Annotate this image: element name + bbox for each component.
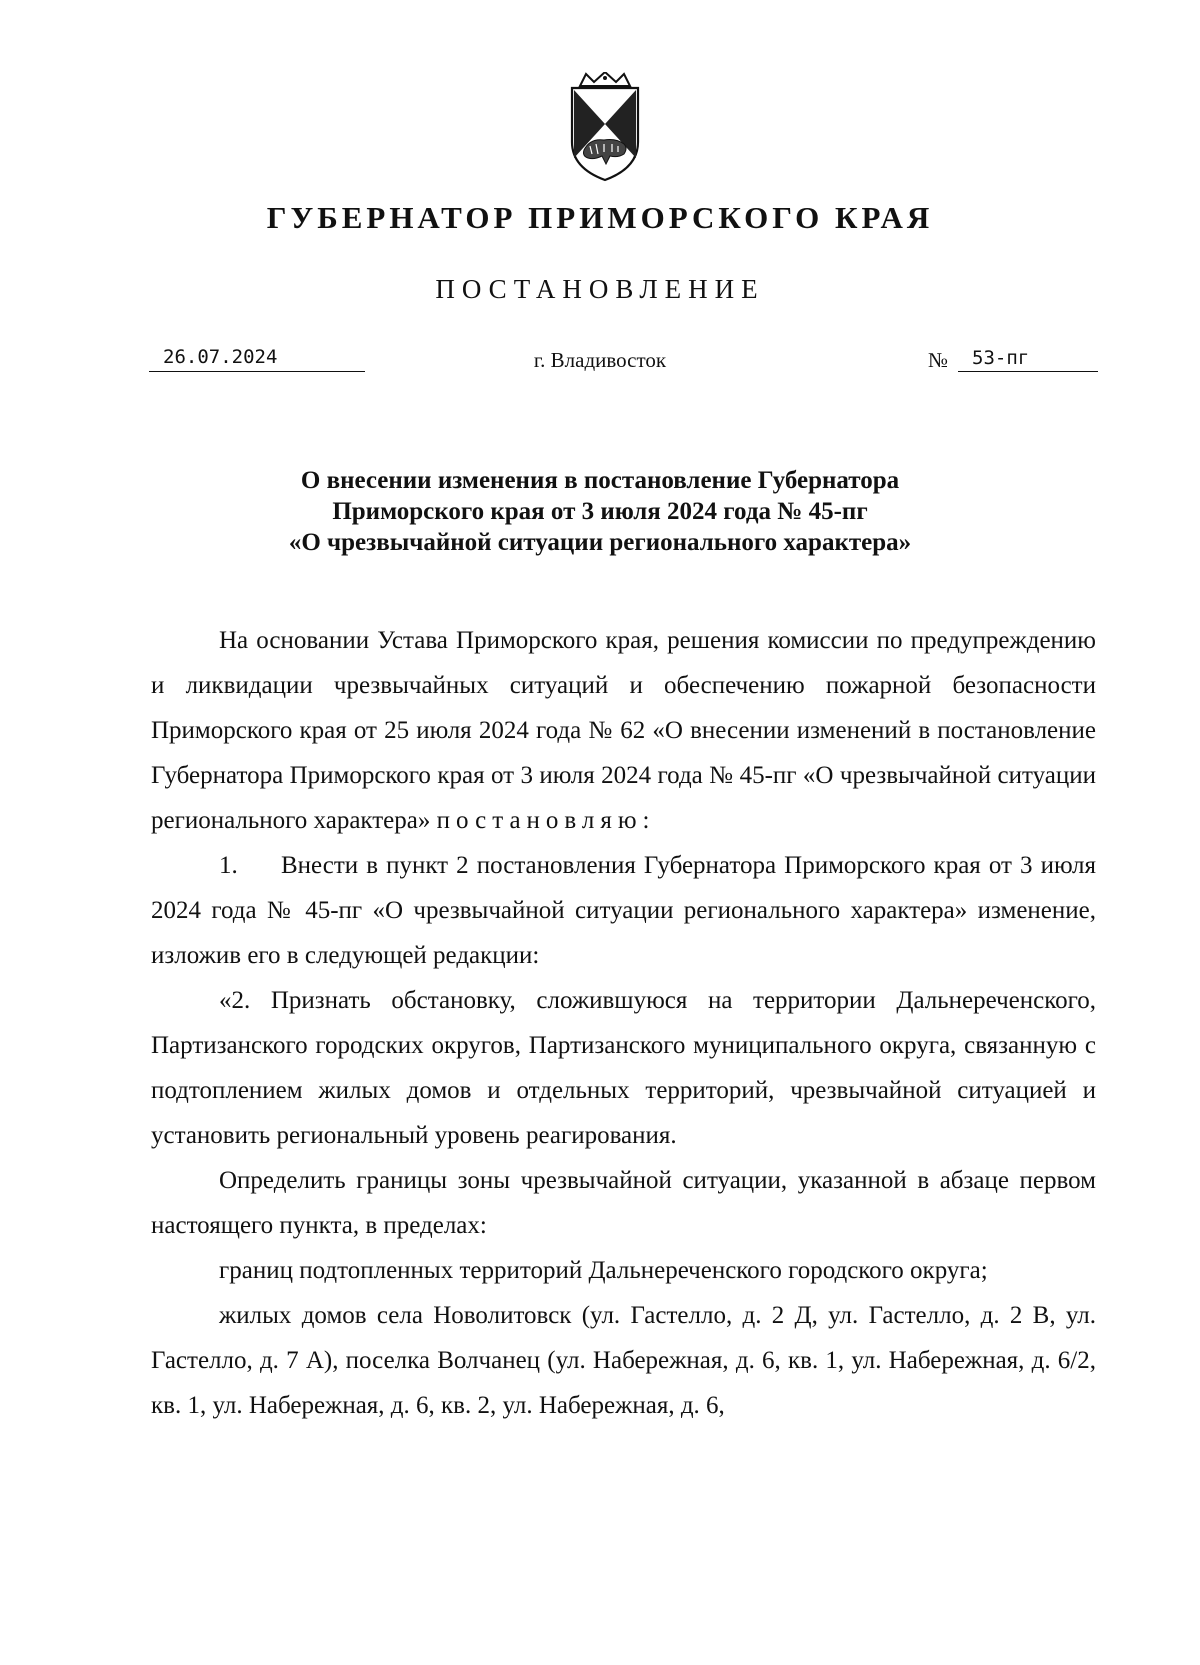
quoted-paragraph: «2. Признать обстановку, сложившуюся на территории Дальнереченского, Партизанского городских округов, Партизанского муниципального округа, связанную с подтоплением жилых домов и отдельных территорий, чрезвычайной ситуацией и установить региональный уровень реагирования. xyxy=(151,987,1096,1149)
document-number: 53-пг xyxy=(958,346,1098,372)
document-type-title: ПОСТАНОВЛЕНИЕ xyxy=(435,274,765,304)
preamble-text: На основании Устава Приморского края, решения комиссии по предупреждению и ликвидации чрезвычайных ситуаций и обеспечению пожарной безопасности Приморского края от 25 июля 2024 года № 62 «О внесении изменений в постановление Губернатора Приморского края от 3 июля 2024 года № 45-пг «О чрезвычайной ситуации регионального характера» xyxy=(151,627,1096,834)
document-meta-row xyxy=(0,346,1200,376)
preamble-paragraph xyxy=(151,618,1096,843)
document-subject xyxy=(0,465,1200,558)
subject-line: «О чрезвычайной ситуации регионального характера» xyxy=(288,529,912,556)
item-1-paragraph xyxy=(151,843,1096,978)
coat-of-arms-emblem xyxy=(566,72,644,182)
document-city: г. Владивосток xyxy=(533,348,667,372)
document-number-block xyxy=(928,346,1100,376)
issuing-authority-title: ГУБЕРНАТОР ПРИМОРСКОГО КРАЯ xyxy=(266,200,934,235)
quoted-paragraph: жилых домов села Новолитовск (ул. Гастелло, д. 2 Д, ул. Гастелло, д. 2 В, ул. Гастелло, д. 7 А), поселка Волчанец (ул. Набережная, д. 6, кв. 1, ул. Набережная, д. 6/2, кв. 1, ул. Набережная, д. 6, кв. 2, ул. Набережная, д. 6, xyxy=(151,1302,1096,1419)
document-body xyxy=(151,618,1096,1428)
number-sign: № xyxy=(928,348,949,372)
document-date: 26.07.2024 xyxy=(149,346,365,372)
quoted-paragraph: границ подтопленных территорий Дальнереченского городского округа; xyxy=(219,1257,988,1284)
subject-line: О внесении изменения в постановление Губернатора xyxy=(300,467,900,494)
subject-line: Приморского края от 3 июля 2024 года № 45-пг xyxy=(332,498,868,525)
quoted-paragraph: Определить границы зоны чрезвычайной ситуации, указанной в абзаце первом настоящего пункта, в пределах: xyxy=(151,1167,1096,1239)
decree-word: постановляю: xyxy=(436,807,656,834)
item-1-text: Внести в пункт 2 постановления Губернатора Приморского края от 3 июля 2024 года № 45-пг «О чрезвычайной ситуации регионального характера» изменение, изложив его в следующей редакции: xyxy=(151,852,1096,969)
item-1-number: 1. xyxy=(219,852,238,879)
